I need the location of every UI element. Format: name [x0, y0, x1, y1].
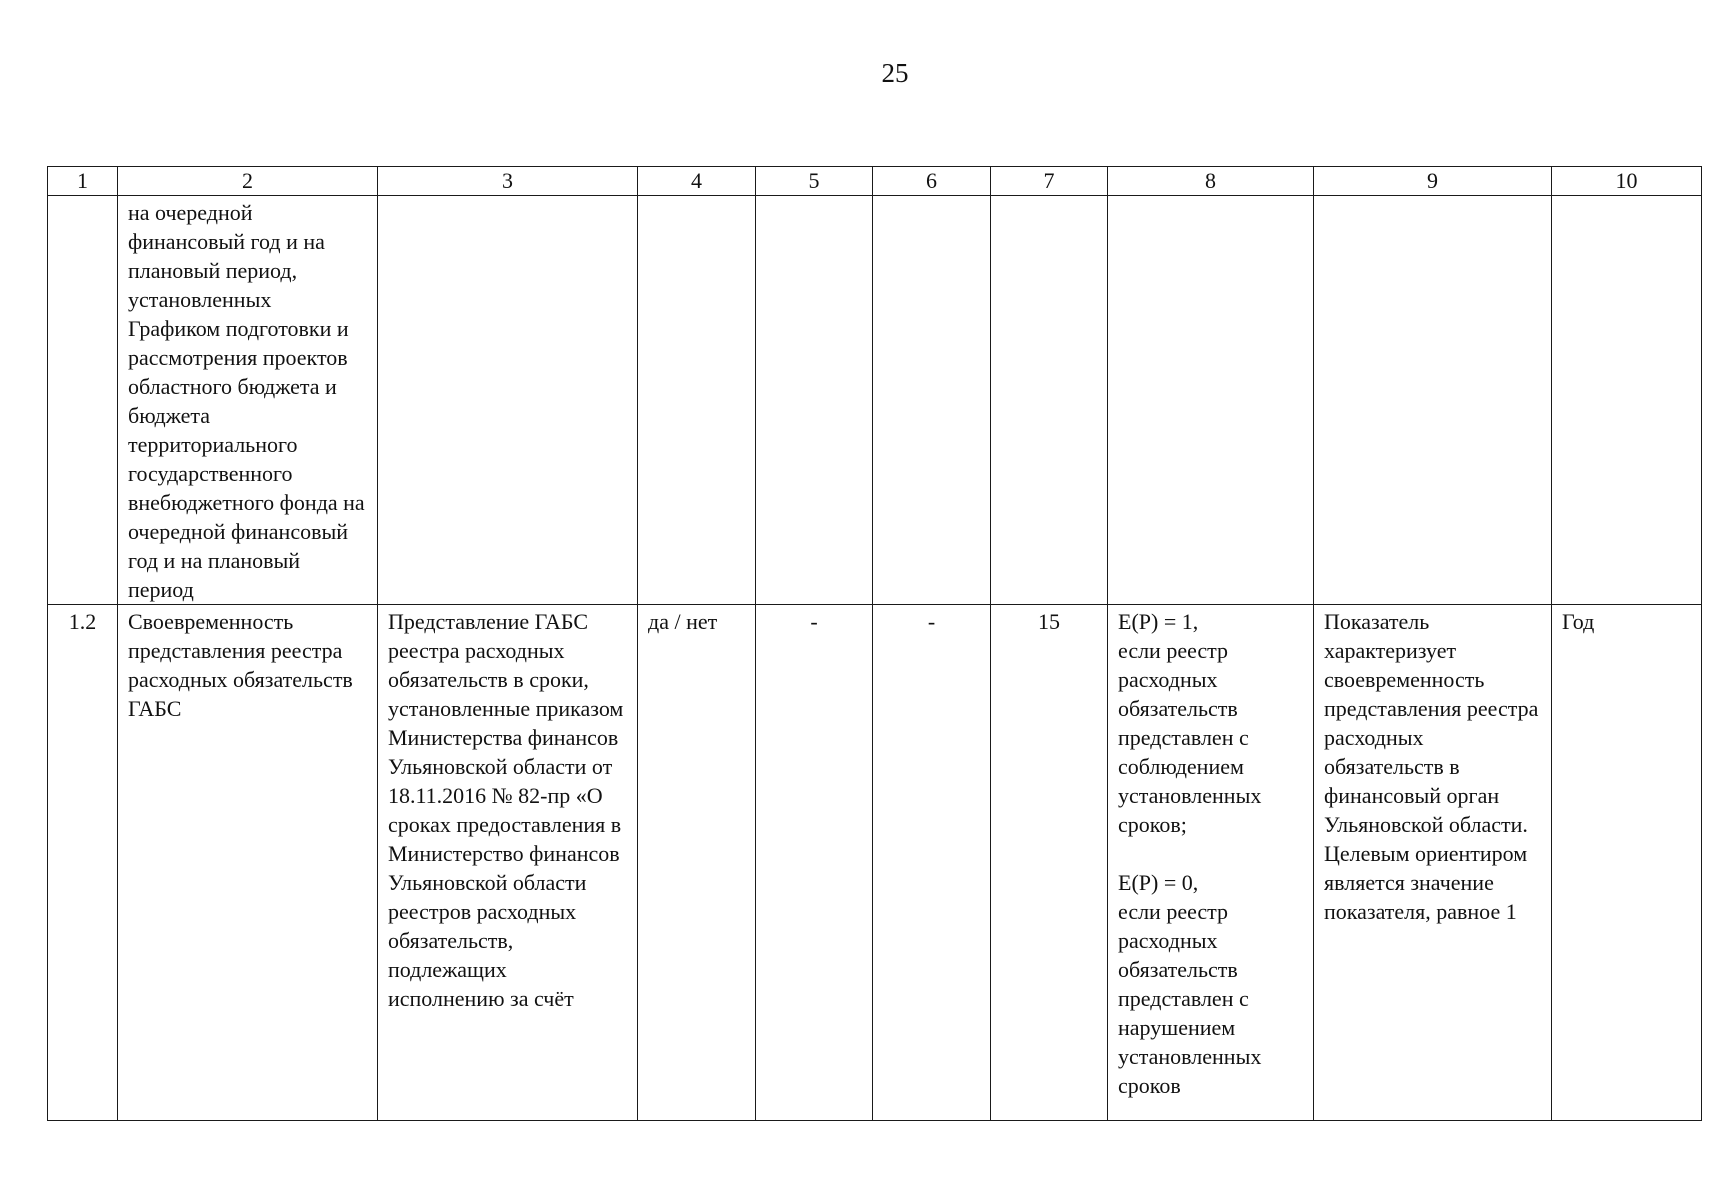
- col5-cell: -: [756, 605, 873, 1121]
- header-row: [48, 167, 1702, 196]
- cont-cell-10: [1552, 196, 1702, 605]
- cont-cell-3: [378, 196, 638, 605]
- table-row-1-2: [48, 605, 1702, 1121]
- comment-cell: Показатель характеризует своевременность представления реестра расходных обязательств в финансовый орган Ульяновской области. Целевым ориентиром является значение показателя, равное 1: [1314, 605, 1552, 1121]
- header-cell-5: 5: [756, 167, 873, 196]
- cont-cell-name: на очередной финансовый год и на плановый период, установленных Графиком подготовки и рассмотрения проектов областного бюджета и бюджета территориального государственного внебюджетного фонда на очередной финансовый год и на плановый период: [118, 196, 378, 605]
- header-cell-10: 10: [1552, 167, 1702, 196]
- header-cell-3: 3: [378, 167, 638, 196]
- row-number: 1.2: [48, 605, 118, 1121]
- header-cell-9: 9: [1314, 167, 1552, 196]
- indicators-table: [47, 166, 1702, 1121]
- page-number: 25: [881, 58, 909, 88]
- header-cell-4: 4: [638, 167, 756, 196]
- header-cell-1: 1: [48, 167, 118, 196]
- cont-cell-7: [991, 196, 1108, 605]
- cont-cell-8: [1108, 196, 1314, 605]
- col6-cell: -: [873, 605, 991, 1121]
- cont-cell-number: [48, 196, 118, 605]
- formula-cell: E(P) = 1, если реестр расходных обязательств представлен с соблюдением установленных сроков; E(P) = 0, если реестр расходных обязательств представлен с нарушением установленных сроков: [1108, 605, 1314, 1121]
- cont-cell-6: [873, 196, 991, 605]
- cont-cell-5: [756, 196, 873, 605]
- period-cell: Год: [1552, 605, 1702, 1121]
- cont-cell-4: [638, 196, 756, 605]
- weight-cell: 15: [991, 605, 1108, 1121]
- unit-cell: да / нет: [638, 605, 756, 1121]
- header-cell-8: 8: [1108, 167, 1314, 196]
- header-cell-6: 6: [873, 167, 991, 196]
- header-cell-7: 7: [991, 167, 1108, 196]
- header-cell-2: 2: [118, 167, 378, 196]
- indicator-name: Своевременность представления реестра расходных обязательств ГАБС: [118, 605, 378, 1121]
- cont-cell-9: [1314, 196, 1552, 605]
- table-row-continuation: [48, 196, 1702, 605]
- indicator-description: Представление ГАБС реестра расходных обязательств в сроки, установленные приказом Министерства финансов Ульяновской области от 18.11.2016 № 82-пр «О сроках предоставления в Министерство финансов Ульяновской области реестров расходных обязательств, подлежащих исполнению за счёт: [378, 605, 638, 1121]
